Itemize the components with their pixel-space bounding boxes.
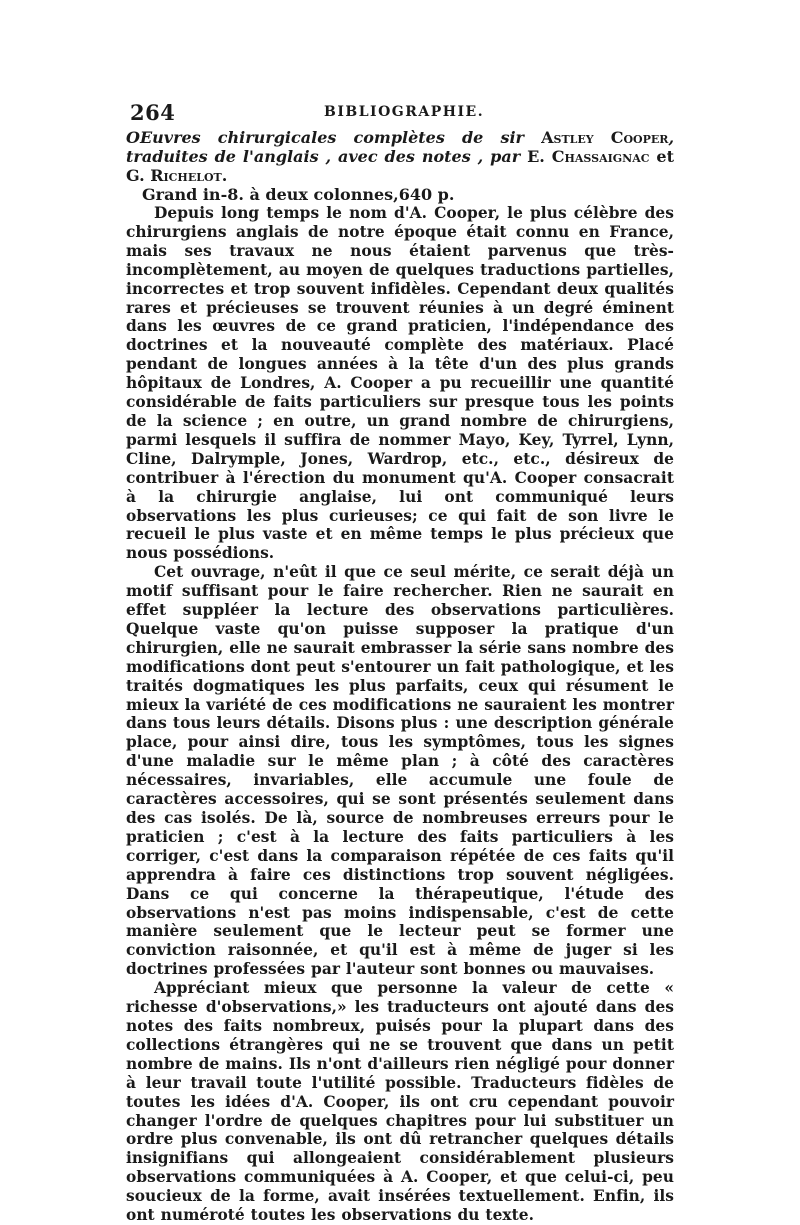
author-name: Astley Cooper: [541, 128, 669, 147]
review-paragraph-1: Depuis long temps le nom d'A. Cooper, le plus célèbre des chirurgiens anglais de notre époque était connu en France, mais ses travaux ne nous étaient parvenus que très-incomplètement, au moyen de quelques traductions partielles, incorrectes et trop souvent infidèles. Cependant deux qualités rares et précieuses se trouvent réunies à un degré éminent dans les œuvres de ce grand praticien, l'indépendance des doctrines et la nouveauté complète des matériaux. Placé pendant de longues années à la tête d'un des plus grands hôpitaux de Londres, A. Cooper a pu recueillir une quantité considérable de faits particuliers sur presque tous les points de la science ; en outre, un grand nombre de chirurgiens, parmi lesquels il suffira de nommer Mayo, Key, Tyrrel, Lynn, Cline, Dalrymple, Jones, Wardrop, etc., etc., désireux de contribuer à l'érection du monument qu'A. Cooper consacrait à la chirurgie anglaise, lui ont communiqué leurs observations les plus curieuses; ce qui fait de son livre le recueil le plus vaste et en même temps le plus précieux que nous possédions.: [126, 204, 674, 563]
running-head: [126, 100, 674, 128]
review-paragraph-2: Cet ouvrage, n'eût il que ce seul mérite, ce serait déjà un motif suffisant pour le faire rechercher. Rien ne saurait en effet suppléer la lecture des observations particulières. Quelque vaste qu'on puisse supposer la pratique d'un chirurgien, elle ne saurait embrasser la série sans nombre des modifications dont peut s'entourer un fait pathologique, et les traités dogmatiques les plus parfaits, ceux qui résument le mieux la variété de ces modifications ne sauraient les montrer dans tous leurs détails. Disons plus : une description générale place, pour ainsi dire, tous les symptômes, tous les signes d'une maladie sur le même plan ; à côté des caractères nécessaires, invariables, elle accumule une foule de caractères accessoires, qui se sont présentés seulement dans des cas isolés. De là, source de nombreuses erreurs pour le praticien ; c'est à la lecture des faits particuliers à les corriger, c'est dans la comparaison répétée de ces faits qu'il apprendra à faire ces distinctions trop souvent négligées. Dans ce qui concerne la thérapeutique, l'étude des observations n'est pas moins indispensable, c'est de cette manière seulement que le lecteur peut se former une conviction raisonnée, et qu'il est à même de juger si les doctrines professées par l'auteur sont bonnes ou mauvaises.: [126, 563, 674, 979]
translator-connector: et: [656, 147, 674, 166]
publication-format: Grand in-8. à deux colonnes,640 p.: [142, 185, 455, 204]
book-page: [126, 100, 674, 1225]
translator-1: E. Chassaignac: [527, 147, 650, 166]
review-paragraph-3: Appréciant mieux que personne la valeur de cette « richesse d'observations,» les traducteurs ont ajouté dans des notes des faits nombreux, puisés pour la plupart dans des collections étrangères qui ne se trouvent que dans un petit nombre de mains. Ils n'ont d'ailleurs rien négligé pour donner à leur travail toute l'utilité possible. Traducteurs fidèles de toutes les idées d'A. Cooper, ils ont cru cependant pouvoir changer l'ordre de quelques chapitres pour lui substituer un ordre plus convenable, ils ont dû retrancher quelques détails insignifians qui allongeaient considérablement plusieurs observations communiquées à A. Cooper, et que celui-ci, peu soucieux de la forme, avait insérées textuellement. Enfin, ils ont numéroté toutes les observations du texte.: [126, 979, 674, 1225]
title-part-1: OEuvres chirurgicales complètes de sir: [126, 128, 524, 147]
running-title: BIBLIOGRAPHIE.: [324, 104, 485, 120]
title-part-2: , traduites de l'anglais , avec des notes , par: [126, 128, 675, 166]
translator-2: G. Richelot.: [126, 166, 228, 185]
bibliographic-entry-title: [126, 128, 674, 185]
page-number: 264: [130, 100, 176, 125]
